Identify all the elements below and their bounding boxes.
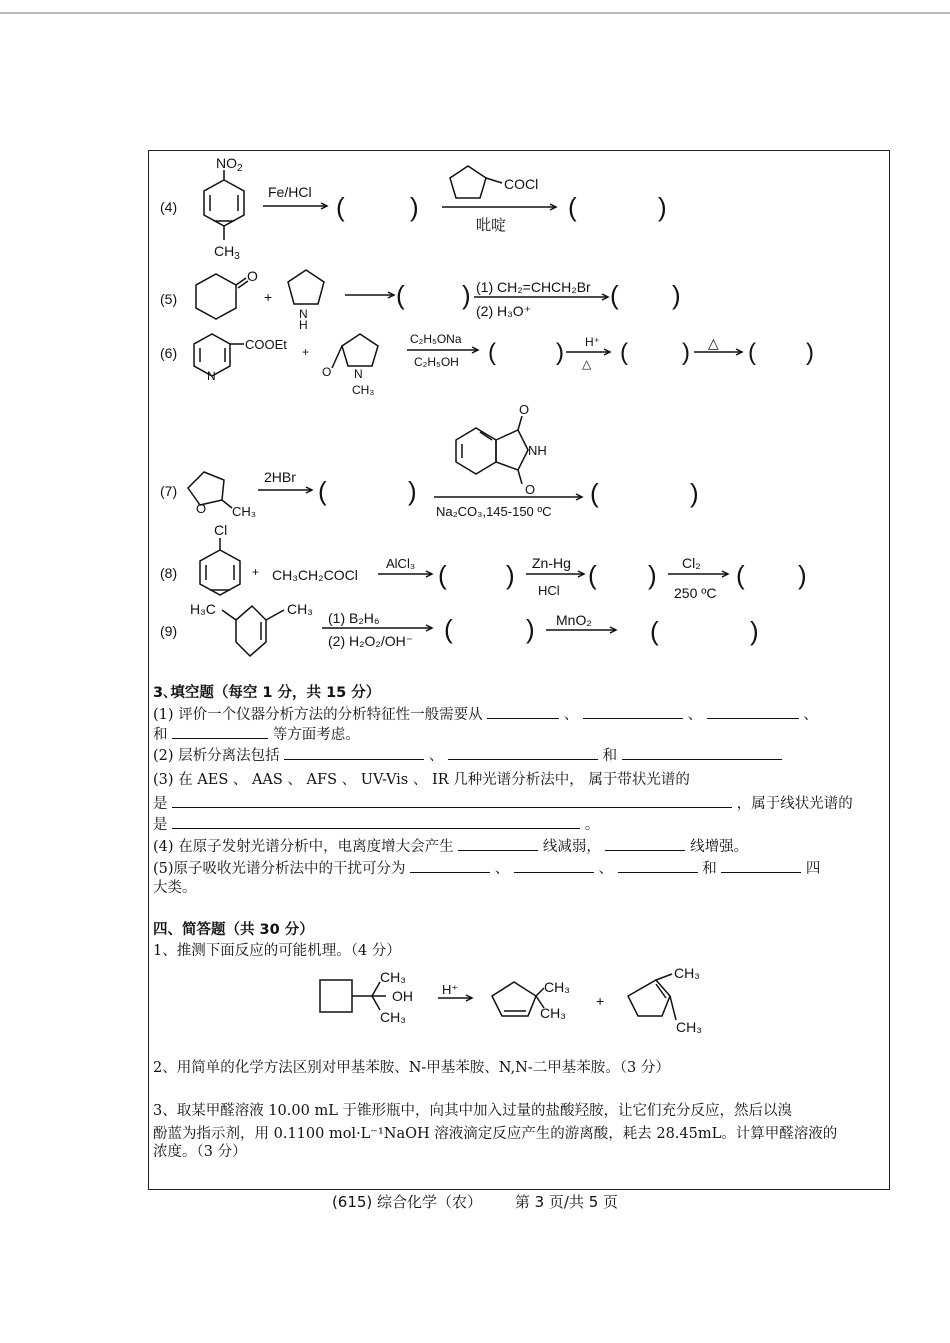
short-section-title: 四、简答题（共 30 分） <box>153 922 314 938</box>
r7-imide-ring <box>496 430 528 470</box>
svg-text:H⁺: H⁺ <box>442 982 459 997</box>
svg-text:): ) <box>672 280 681 310</box>
short-q2: 2、用简单的化学方法区别对甲基苯胺、N-甲基苯胺、N,N-二甲基苯胺。（3 分） <box>153 1060 670 1076</box>
svg-text:(: ( <box>336 192 345 222</box>
svg-text:CH₃: CH₃ <box>380 969 406 985</box>
svg-text:Cl₂: Cl₂ <box>682 555 701 571</box>
svg-text:(: ( <box>610 280 619 310</box>
fill-q1-line1: (1) 评价一个仪器分析方法的分析特征性一般需要从 、 、 、 <box>153 704 818 725</box>
svg-text:H₃C: H₃C <box>190 601 216 617</box>
fill-q5-line1: (5)原子吸收光谱分析法中的干扰可分为 、 、 和 四 <box>153 858 820 879</box>
mechanism-scheme <box>300 960 720 1040</box>
svg-text:COOEt: COOEt <box>245 337 287 352</box>
r4-cyclopentane <box>450 166 486 198</box>
blank[interactable] <box>410 858 490 873</box>
blank[interactable] <box>583 704 683 719</box>
svg-text:(1) CH₂=CHCH₂Br: (1) CH₂=CHCH₂Br <box>476 279 591 295</box>
svg-text:(: ( <box>590 478 599 508</box>
svg-text:(: ( <box>588 560 597 590</box>
blank[interactable] <box>605 836 685 851</box>
svg-text:): ) <box>506 560 515 590</box>
svg-text:H: H <box>299 318 308 332</box>
svg-text:CH₃: CH₃ <box>674 965 700 981</box>
blank[interactable] <box>618 858 698 873</box>
svg-text:N: N <box>354 367 363 381</box>
r5-cyclohexanone <box>196 274 236 319</box>
blank[interactable] <box>172 814 580 829</box>
blank[interactable] <box>514 858 594 873</box>
svg-text:O: O <box>196 501 207 516</box>
page-number: 第 3 页/共 5 页 <box>514 1193 619 1211</box>
svg-text:OH: OH <box>392 988 413 1004</box>
svg-text:△: △ <box>582 357 592 371</box>
svg-text:Fe/HCl: Fe/HCl <box>268 184 312 200</box>
svg-text:): ) <box>648 560 657 590</box>
r6-number: (6) <box>160 345 178 361</box>
svg-text:CH3: $CH_3$ <box>214 243 240 262</box>
svg-text:(1) B₂H₆: (1) B₂H₆ <box>328 610 380 626</box>
blank[interactable] <box>622 745 782 760</box>
svg-text:): ) <box>556 339 564 366</box>
svg-text:CH₃: CH₃ <box>232 504 257 519</box>
blank[interactable] <box>284 745 424 760</box>
svg-text:): ) <box>410 192 419 222</box>
exam-code: (615) 综合化学（农） <box>331 1193 483 1211</box>
svg-text:+: + <box>302 345 310 359</box>
svg-text:): ) <box>462 280 471 310</box>
svg-text:CH₃: CH₃ <box>287 601 313 617</box>
blank[interactable] <box>172 793 732 808</box>
r9-number: (9) <box>160 623 178 639</box>
svg-text:): ) <box>526 614 535 644</box>
svg-text:(: ( <box>568 192 577 222</box>
svg-text:O: O <box>525 482 536 497</box>
svg-text:(: ( <box>318 476 327 506</box>
svg-text:250 ºC: 250 ºC <box>674 585 717 601</box>
svg-text:(2) H₃O⁺: (2) H₃O⁺ <box>476 303 532 319</box>
svg-text:NH: NH <box>528 443 547 458</box>
svg-text:CH₃: CH₃ <box>544 979 570 995</box>
svg-text:C₂H₅ONa: C₂H₅ONa <box>410 332 462 346</box>
svg-text:AlCl₃: AlCl₃ <box>386 556 416 571</box>
r5-number: (5) <box>160 291 178 307</box>
fill-q5-line2: 大类。 <box>153 880 197 896</box>
product2-ring <box>628 980 670 1016</box>
short-q3-line3: 浓度。（3 分） <box>153 1144 247 1160</box>
blank[interactable] <box>487 704 559 719</box>
svg-text:N: N <box>207 369 216 383</box>
svg-text:): ) <box>682 339 690 366</box>
svg-text:+: + <box>264 289 273 305</box>
fill-q1-line2: 和 等方面考虑。 <box>153 724 360 745</box>
svg-text:Na₂CO₃,145-150 ºC: Na₂CO₃,145-150 ºC <box>436 504 552 519</box>
fill-q3-line1: (3) 在 AES 、 AAS 、 AFS 、 UV-Vis 、 IR 几种光谱分析法中， 属于带状光谱的 <box>153 772 690 788</box>
svg-text:CH₃: CH₃ <box>676 1019 702 1035</box>
svg-text:MnO₂: MnO₂ <box>556 612 592 628</box>
cyclobutane <box>320 980 352 1012</box>
blank[interactable] <box>458 836 538 851</box>
svg-text:2HBr: 2HBr <box>264 469 296 485</box>
svg-text:(: ( <box>650 616 659 646</box>
svg-text:NO2: $NO_2$ <box>216 155 243 174</box>
svg-text:+: + <box>252 565 260 579</box>
svg-text:+: + <box>596 993 605 1009</box>
blank[interactable] <box>707 704 799 719</box>
svg-text:): ) <box>658 192 667 222</box>
r7-number: (7) <box>160 483 178 499</box>
svg-text:O: O <box>322 365 332 379</box>
svg-text:(: ( <box>748 339 756 366</box>
svg-text:(2) H₂O₂/OH⁻: (2) H₂O₂/OH⁻ <box>328 633 414 649</box>
svg-text:△: △ <box>708 335 719 351</box>
blank[interactable] <box>448 745 598 760</box>
svg-text:(: ( <box>444 614 453 644</box>
short-q1: 1、推测下面反应的可能机理。（4 分） <box>153 943 401 959</box>
r4-number: (4) <box>160 199 178 215</box>
svg-text:O: O <box>519 402 530 417</box>
svg-text:): ) <box>690 478 699 508</box>
svg-text:): ) <box>806 339 814 366</box>
r5-pyrrolidine <box>288 270 324 304</box>
r8-number: (8) <box>160 565 178 581</box>
svg-text:(: ( <box>438 560 447 590</box>
svg-text:): ) <box>798 560 807 590</box>
short-q3-line2: 酚蓝为指示剂，用 0.1100 mol·L⁻¹NaOH 溶液滴定反应产生的游离酸，耗去 28.45mL。计算甲醛溶液的 <box>153 1126 838 1142</box>
svg-text:COCl: COCl <box>504 176 539 192</box>
svg-text:HCl: HCl <box>538 583 560 598</box>
svg-text:O: O <box>247 268 258 284</box>
svg-text:H⁺: H⁺ <box>585 335 600 349</box>
fill-q3-line3: 是 。 <box>153 814 599 835</box>
svg-text:): ) <box>408 476 417 506</box>
blank[interactable] <box>721 858 801 873</box>
svg-text:CH₃: CH₃ <box>540 1005 566 1021</box>
svg-text:CH₃CH₂COCl: CH₃CH₂COCl <box>272 567 358 583</box>
short-q3-line1: 3、取某甲醛溶液 10.00 mL 于锥形瓶中，向其中加入过量的盐酸羟胺，让它们充分反应，然后以溴 <box>153 1103 792 1119</box>
svg-text:Cl: Cl <box>214 522 228 538</box>
page-footer <box>0 1191 950 1212</box>
svg-text:C₂H₅OH: C₂H₅OH <box>414 355 459 369</box>
svg-text:吡啶: 吡啶 <box>476 217 507 234</box>
svg-text:(: ( <box>488 339 496 366</box>
svg-text:(: ( <box>736 560 745 590</box>
r6-lactam <box>342 334 378 366</box>
svg-text:Zn-Hg: Zn-Hg <box>532 555 571 571</box>
svg-text:(: ( <box>620 339 628 366</box>
fill-q4: (4) 在原子发射光谱分析中，电离度增大会产生 线减弱， 线增强。 <box>153 836 748 857</box>
fill-section-title: 3､填空题（每空 1 分，共 15 分） <box>153 685 381 701</box>
svg-text:CH₃: CH₃ <box>380 1009 406 1025</box>
svg-text:(: ( <box>396 280 405 310</box>
fill-q2: (2) 层析分离法包括 、 和 <box>153 745 782 766</box>
fill-q3-line2: 是 ，属于线状光谱的 <box>153 793 853 814</box>
blank[interactable] <box>172 724 268 739</box>
svg-text:CH₃: CH₃ <box>352 383 375 397</box>
svg-text:N: N <box>299 307 308 321</box>
svg-text:): ) <box>750 616 759 646</box>
